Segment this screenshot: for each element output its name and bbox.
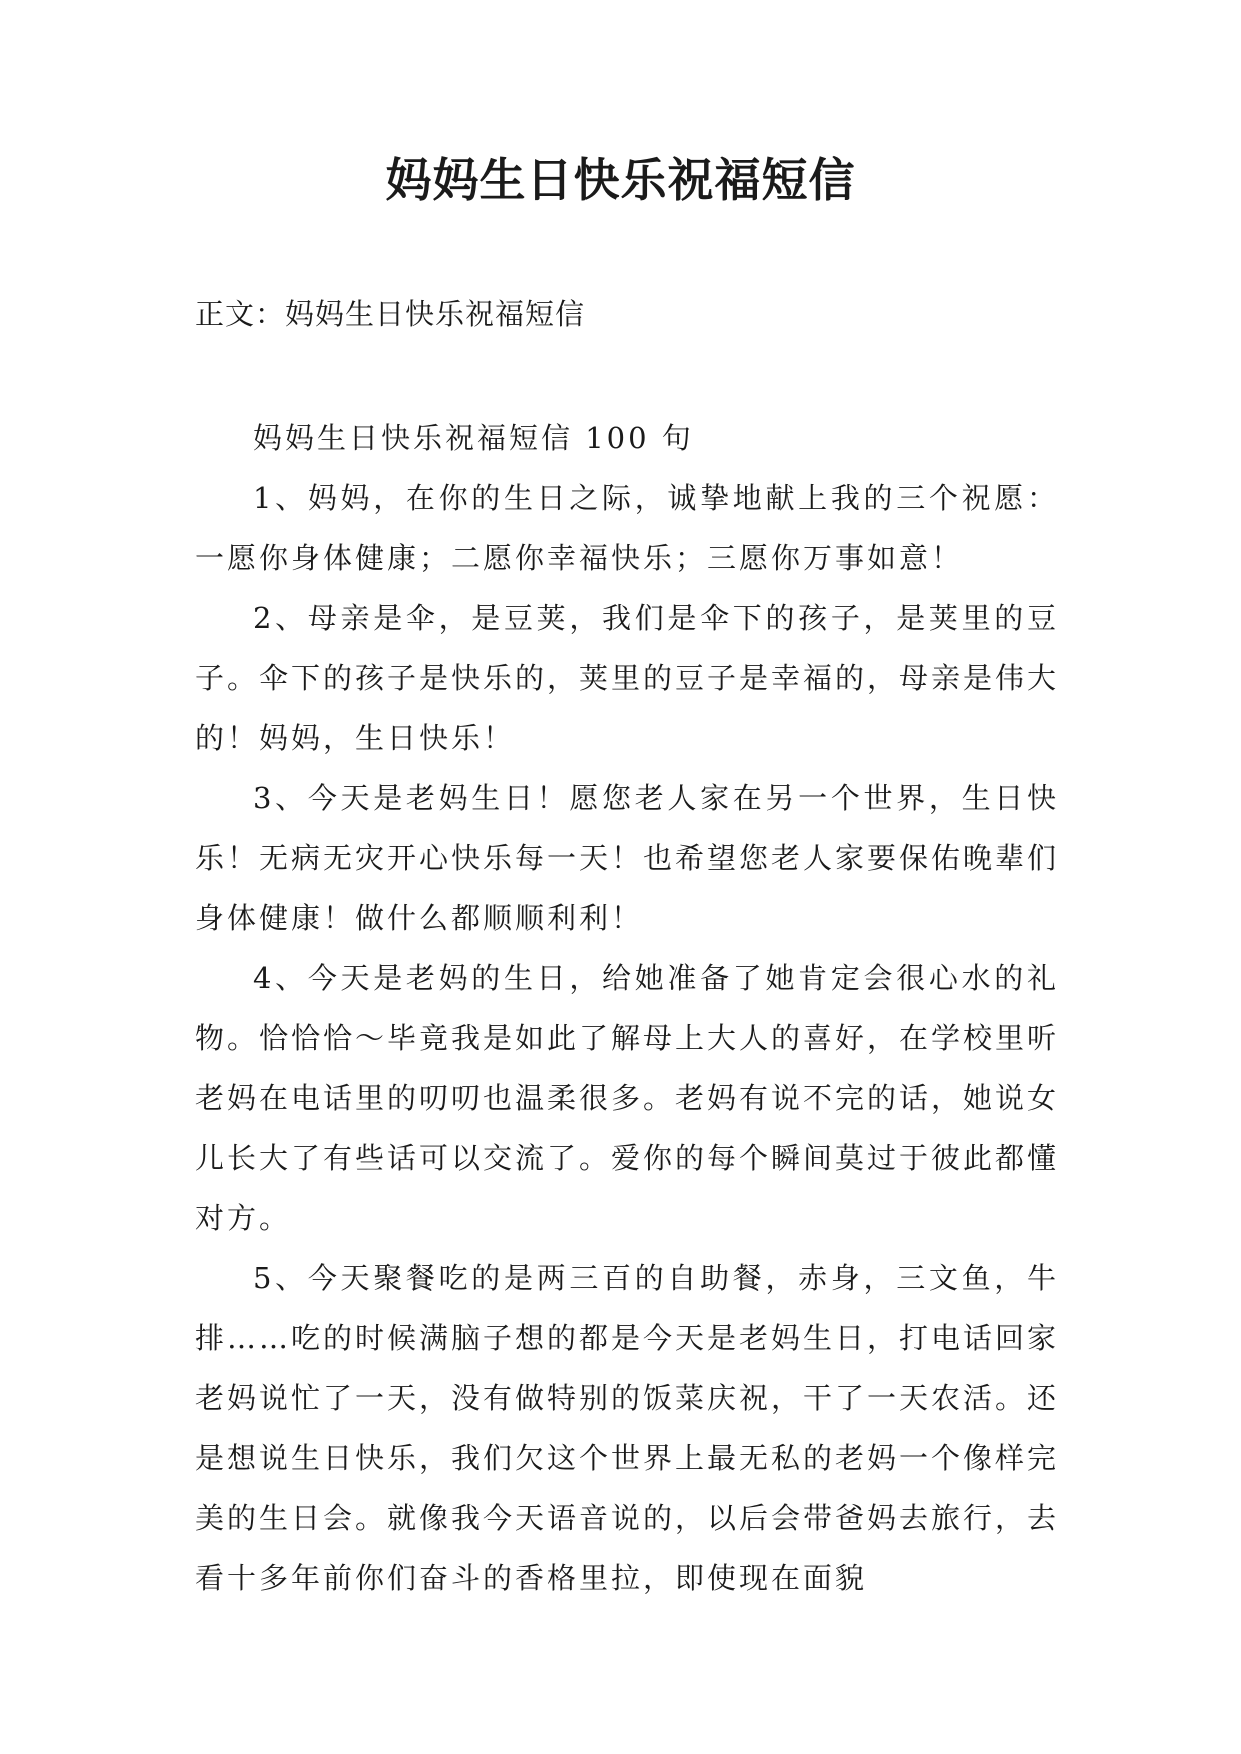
- paragraph: 5、今天聚餐吃的是两三百的自助餐，赤身，三文鱼，牛排……吃的时候满脑子想的都是今天是老妈生日，打电话回家老妈说忙了一天，没有做特别的饭菜庆祝，干了一天农活。还是想说生日快乐，我们欠这个世界上最无私的老妈一个像样完美的生日会。就像我今天语音说的，以后会带爸妈去旅行，去看十多年前你们奋斗的香格里拉，即使现在面貌: [195, 1261, 1060, 1595]
- paragraph: 2、母亲是伞，是豆荚，我们是伞下的孩子，是荚里的豆子。伞下的孩子是快乐的，荚里的豆子是幸福的，母亲是伟大的！妈妈，生日快乐！: [195, 601, 1060, 755]
- document-meta-line: 正文：妈妈生日快乐祝福短信: [195, 297, 586, 331]
- paragraph: 1、妈妈，在你的生日之际，诚挚地献上我的三个祝愿：一愿你身体健康；二愿你幸福快乐；三愿你万事如意！: [195, 481, 1059, 575]
- paragraph: 3、今天是老妈生日！愿您老人家在另一个世界，生日快乐！无病无灾开心快乐每一天！也希望您老人家要保佑晚辈们身体健康！做什么都顺顺利利！: [195, 781, 1060, 935]
- document-body: [195, 408, 1059, 1608]
- paragraph-heading: 妈妈生日快乐祝福短信 100 句: [253, 421, 694, 455]
- document-title: 妈妈生日快乐祝福短信: [385, 153, 856, 207]
- paragraph: 4、今天是老妈的生日，给她准备了她肯定会很心水的礼物。恰恰恰～毕竟我是如此了解母上大人的喜好，在学校里听老妈在电话里的叨叨也温柔很多。老妈有说不完的话，她说女儿长大了有些话可以交流了。爱你的每个瞬间莫过于彼此都懂对方。: [195, 961, 1060, 1235]
